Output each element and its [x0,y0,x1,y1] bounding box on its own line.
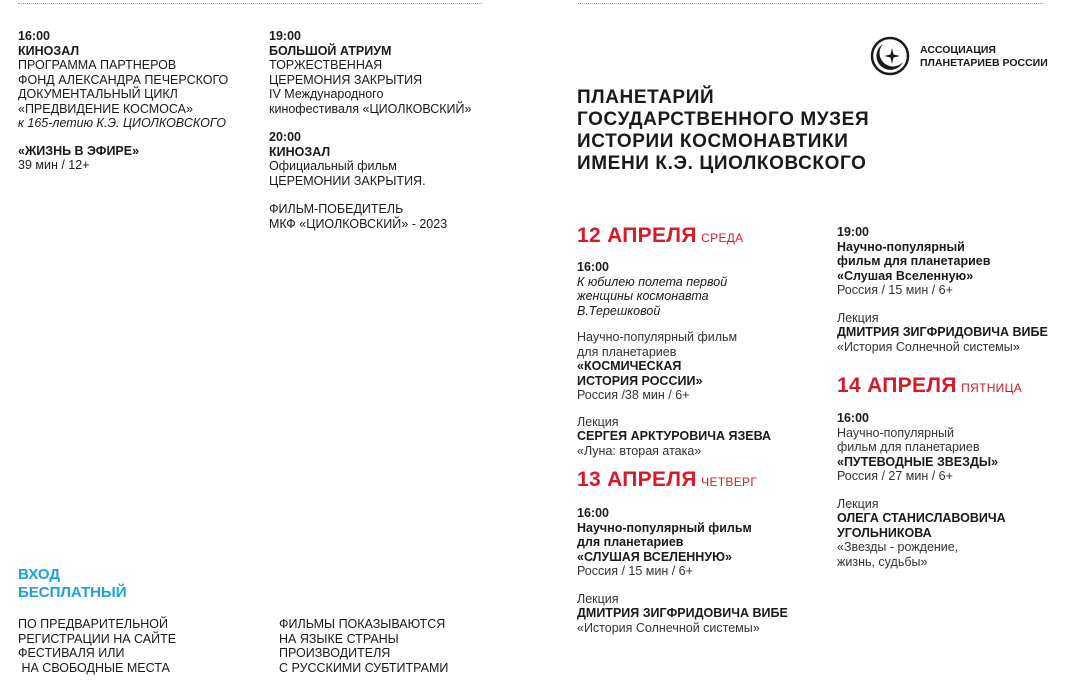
film-title: «Слушая Вселенную» [837,268,974,283]
lecturer-name: ДМИТРИЯ ЗИГФРИДОВИЧА ВИБЕ [837,325,1048,339]
page-title [577,87,869,175]
lecture-label: Лекция [577,591,619,606]
event-desc-line: «ПРЕДВИДЕНИЕ КОСМОСА» [18,101,193,116]
date-heading-14 [837,374,1022,398]
event-venue: КИНОЗАЛ [18,43,80,58]
title-line: ИМЕНИ К.Э. ЦИОЛКОВСКОГО [577,153,867,174]
date-heading-13 [577,468,757,492]
film-title: «ЖИЗНЬ В ЭФИРЕ» [18,143,140,158]
film-meta: Россия / 27 мин / 6+ [837,469,953,483]
event-desc-line: ПРОГРАММА ПАРТНЕРОВ [18,58,177,72]
film-type-line: Научно-популярный [837,239,965,254]
lecture-title: «История Солнечной системы» [577,620,760,635]
language-line: ПРОИЗВОДИТЕЛЯ [279,646,391,660]
lecture-title: «История Солнечной системы» [837,339,1020,354]
event-time: 16:00 [837,411,869,425]
lecture-label: Лекция [577,414,619,429]
registration-line: НА СВОБОДНЫЕ МЕСТА [18,660,170,675]
left-col1-block [18,29,248,173]
lecturer-name: СЕРГЕЯ АРКТУРОВИЧА ЯЗЕВА [577,429,772,443]
weekday-label: ПЯТНИЦА [961,381,1023,395]
winner-line: ФИЛЬМ-ПОБЕДИТЕЛЬ [269,202,404,216]
film-title: «СЛУШАЯ ВСЕЛЕННУЮ» [577,549,732,564]
title-line: ПЛАНЕТАРИЙ [577,87,715,108]
event-venue: КИНОЗАЛ [269,144,331,159]
lecture-label: Лекция [837,310,879,325]
lecture-title-line: «Звезды - рождение, [837,540,959,554]
title-line: ГОСУДАРСТВЕННОГО МУЗЕЯ [577,109,870,130]
logo-text-line: АССОЦИАЦИЯ [920,44,996,56]
film-type-line: Научно-популярный [837,425,954,440]
film-type-line: фильм для планетариев [837,440,980,454]
film-meta: 39 мин / 12+ [18,158,90,172]
registration-line: РЕГИСТРАЦИИ НА САЙТЕ [18,631,177,646]
lecture-title-line: жизнь, судьбы» [837,554,928,569]
event-anniversary-note: к 165-летию К.Э. ЦИОЛКОВСКОГО [18,116,226,130]
film-type-line: фильм для планетариев [837,254,991,268]
film-meta: Россия /38 мин / 6+ [577,388,690,402]
registration-line: ФЕСТИВАЛЯ ИЛИ [18,646,125,660]
event-time: 19:00 [837,225,869,239]
free-entry-heading [18,566,126,602]
film-meta: Россия / 15 мин / 6+ [577,564,693,578]
event-time: 16:00 [18,29,50,43]
date-heading-12 [577,224,743,248]
event-desc-line: кинофестиваля «ЦИОЛКОВСКИЙ» [269,101,472,116]
language-line: НА ЯЗЫКЕ СТРАНЫ [279,631,399,646]
free-entry-line: БЕСПЛАТНЫЙ [18,584,127,601]
film-title: «ПУТЕВОДНЫЕ ЗВЕЗДЫ» [837,454,999,469]
event-desc-line: ЦЕРЕМОНИИ ЗАКРЫТИЯ. [269,173,426,188]
event-note-line: В.Терешковой [577,303,661,318]
free-entry-line: ВХОД [18,566,61,583]
lecture-title: «Луна: вторая атака» [577,443,702,458]
event-venue: БОЛЬШОЙ АТРИУМ [269,43,392,58]
day13-block [577,506,807,635]
lecturer-name-line: ОЛЕГА СТАНИСЛАВОВИЧА [837,511,1006,525]
film-title-line: ИСТОРИЯ РОССИИ» [577,373,703,388]
planetarium-logo-icon [870,36,910,76]
film-type-line: Научно-популярный фильм [577,520,752,535]
lecture-label: Лекция [837,496,879,511]
date-label: 13 АПРЕЛЯ [577,468,697,491]
event-desc-line: ЦЕРЕМОНИЯ ЗАКРЫТИЯ [269,72,423,87]
top-divider-left [18,3,482,4]
language-line: ФИЛЬМЫ ПОКАЗЫВАЮТСЯ [279,617,446,631]
date-label: 12 АПРЕЛЯ [577,224,697,247]
language-line: С РУССКИМИ СУБТИТРАМИ [279,660,449,675]
event-time: 16:00 [577,260,609,274]
event-time: 20:00 [269,130,301,144]
event-desc-line: ФОНД АЛЕКСАНДРА ПЕЧЕРСКОГО [18,72,229,87]
film-type-line: Научно-популярный фильм [577,330,738,344]
film-meta: Россия / 15 мин / 6+ [837,283,953,297]
event-desc-line: ТОРЖЕСТВЕННАЯ [269,58,383,72]
registration-note [18,617,176,675]
day12-evening-block [837,225,1067,354]
left-col2-block [269,29,499,231]
registration-line: ПО ПРЕДВАРИТЕЛЬНОЙ [18,617,168,631]
event-desc-line: IV Международного [269,87,384,101]
film-type-line: для планетариев [577,344,677,359]
top-divider-right [578,3,1043,4]
event-desc-line: ДОКУМЕНТАЛЬНЫЙ ЦИКЛ [18,87,178,101]
day14-block [837,411,1067,569]
association-logo [870,36,1060,76]
event-note-line: К юбилею полета первой [577,274,728,289]
weekday-label: СРЕДА [701,231,744,245]
weekday-label: ЧЕТВЕРГ [701,475,758,489]
winner-line: МКФ «ЦИОЛКОВСКИЙ» - 2023 [269,216,448,231]
event-time: 16:00 [577,506,609,520]
lecturer-name: ДМИТРИЯ ЗИГФРИДОВИЧА ВИБЕ [577,606,788,620]
film-type-line: для планетариев [577,535,684,549]
event-desc-line: Официальный фильм [269,159,397,173]
day12-block [577,260,807,458]
film-title-line: «КОСМИЧЕСКАЯ [577,359,682,373]
event-time: 19:00 [269,29,301,43]
date-label: 14 АПРЕЛЯ [837,374,957,397]
title-line: ИСТОРИИ КОСМОНАВТИКИ [577,131,849,152]
language-note [279,617,448,675]
lecturer-name-line: УГОЛЬНИКОВА [837,525,932,540]
event-note-line: женщины космонавта [577,289,709,303]
logo-text-line: ПЛАНЕТАРИЕВ РОССИИ [920,57,1048,69]
